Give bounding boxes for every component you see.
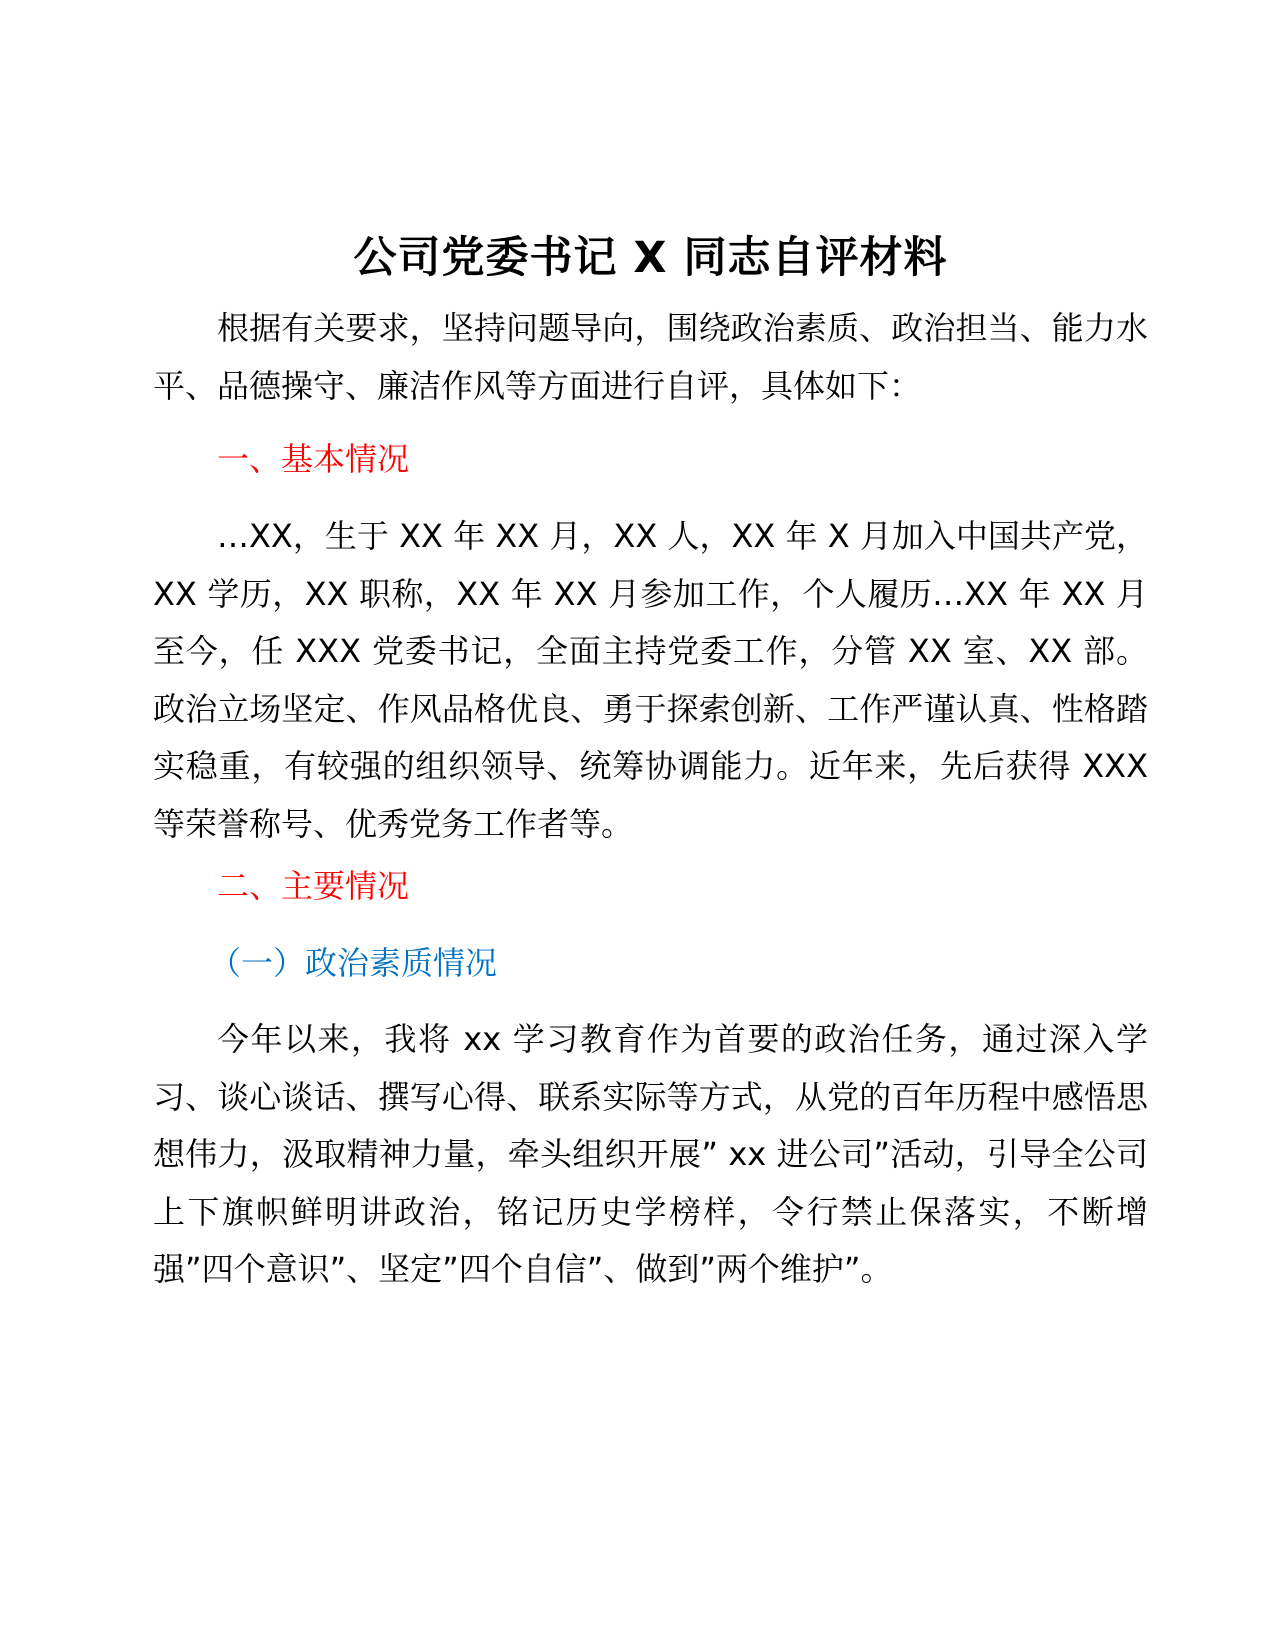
intro-paragraph: 根据有关要求，坚持问题导向，围绕政治素质、政治担当、能力水平、品德操守、廉洁作风等方面进行自评，具体如下： bbox=[153, 309, 1148, 405]
document-title: 公司党委书记 X 同志自评材料 bbox=[353, 233, 948, 283]
subsection-heading-political-quality: （一）政治素质情况 bbox=[209, 944, 498, 982]
section-heading-main-info: 二、主要情况 bbox=[217, 867, 410, 905]
basic-info-paragraph: …XX，生于 XX 年 XX 月，XX 人，XX 年 X 月加入中国共产党，XX 学历，XX 职称，XX 年 XX 月参加工作，个人履历…XX 年 XX 月至今，任 XXX 党委书记，全面主持党委工作，分管 XX 室、XX 部。政治立场坚定、作风品格优良、勇于探索创新、工作严谨认真、性格踏实稳重，有较强的组织领导、统筹协调能力。近年来，先后获得 XXX 等荣誉称号、优秀党务工作者等。 bbox=[153, 517, 1148, 843]
section-heading-basic-info: 一、基本情况 bbox=[217, 440, 410, 478]
political-quality-paragraph: 今年以来，我将 xx 学习教育作为首要的政治任务，通过深入学习、谈心谈话、撰写心得、联系实际等方式，从党的百年历程中感悟思想伟力，汲取精神力量，牵头组织开展” xx 进公司”活动，引导全公司上下旗帜鲜明讲政治，铭记历史学榜样，令行禁止保落实，不断增强”四个意识”、坚定”四个自信”、做到”两个维护”。 bbox=[153, 1020, 1148, 1288]
